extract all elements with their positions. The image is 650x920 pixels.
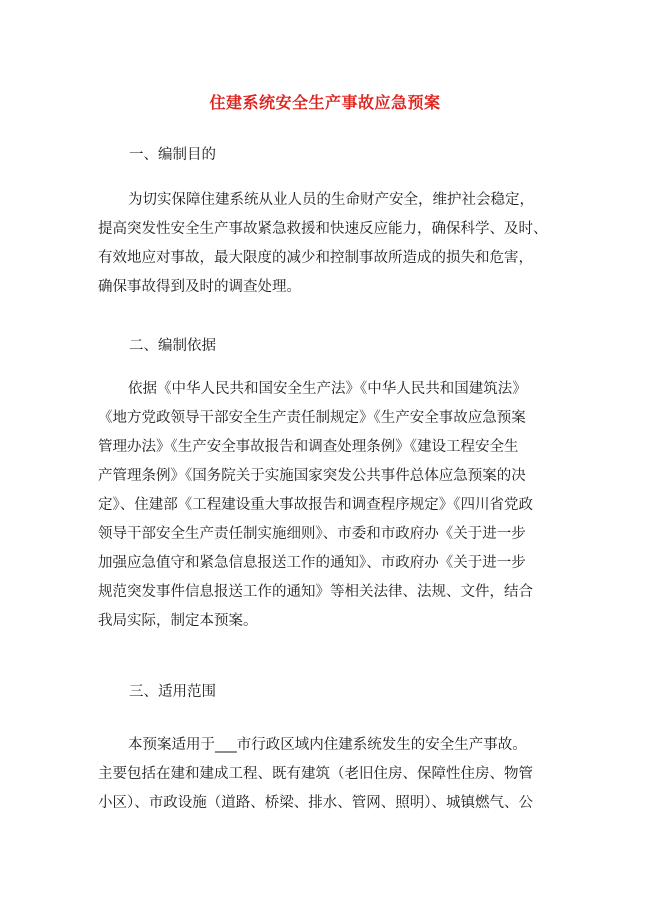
paragraph-line: 主要包括在建和建成工程、既有建筑（老旧住房、保障性住房、物管: [98, 766, 533, 782]
section-heading-scope: 三、适用范围: [129, 684, 216, 700]
paragraph-line: 有效地应对事故，最大限度的减少和控制事故所造成的损失和危害，: [98, 250, 533, 266]
paragraph-line: 规范突发事件信息报送工作的通知》等相关法律、法规、文件，结合: [98, 584, 533, 600]
paragraph-line: 为切实保障住建系统从业人员的生命财产安全，维护社会稳定，: [128, 192, 534, 208]
paragraph-line: 依据《中华人民共和国安全生产法》《中华人民共和国建筑法》: [128, 381, 527, 397]
section-paragraph-basis: [98, 375, 566, 636]
section-heading-basis: 二、编制依据: [129, 338, 216, 354]
section-paragraph-scope: [98, 731, 566, 818]
section-heading-purpose: 一、编制目的: [129, 147, 216, 163]
paragraph-line: 领导干部安全生产责任制实施细则》、市委和市政府办《关于进一步: [98, 526, 526, 542]
paragraph-line: 管理办法》《生产安全事故报告和调查处理条例》《建设工程安全生: [98, 439, 519, 455]
paragraph-line: 本预案适用于___市行政区域内住建系统发生的安全生产事故。: [128, 737, 527, 753]
paragraph-line: 我局实际，制定本预案。: [98, 613, 258, 629]
paragraph-line: 小区）、市政设施（道路、桥梁、排水、管网、照明）、城镇燃气、公: [98, 795, 533, 811]
section-paragraph-purpose: [98, 186, 566, 302]
paragraph-line: 定》、住建部《工程建设重大事故报告和调查程序规定》《四川省党政: [98, 497, 533, 513]
paragraph-line: 加强应急值守和紧急信息报送工作的通知》、市政府办《关于进一步: [98, 555, 526, 571]
paragraph-line: 确保事故得到及时的调查处理。: [98, 279, 301, 295]
document-title: 住建系统安全生产事故应急预案: [209, 93, 441, 112]
paragraph-line: 产管理条例》《国务院关于实施国家突发公共事件总体应急预案的决: [98, 468, 526, 484]
paragraph-line: 提高突发性安全生产事故紧急救援和快速反应能力，确保科学、及时、: [98, 221, 548, 237]
paragraph-line: 《地方党政领导干部安全生产责任制规定》《生产安全事故应急预案: [98, 410, 526, 426]
